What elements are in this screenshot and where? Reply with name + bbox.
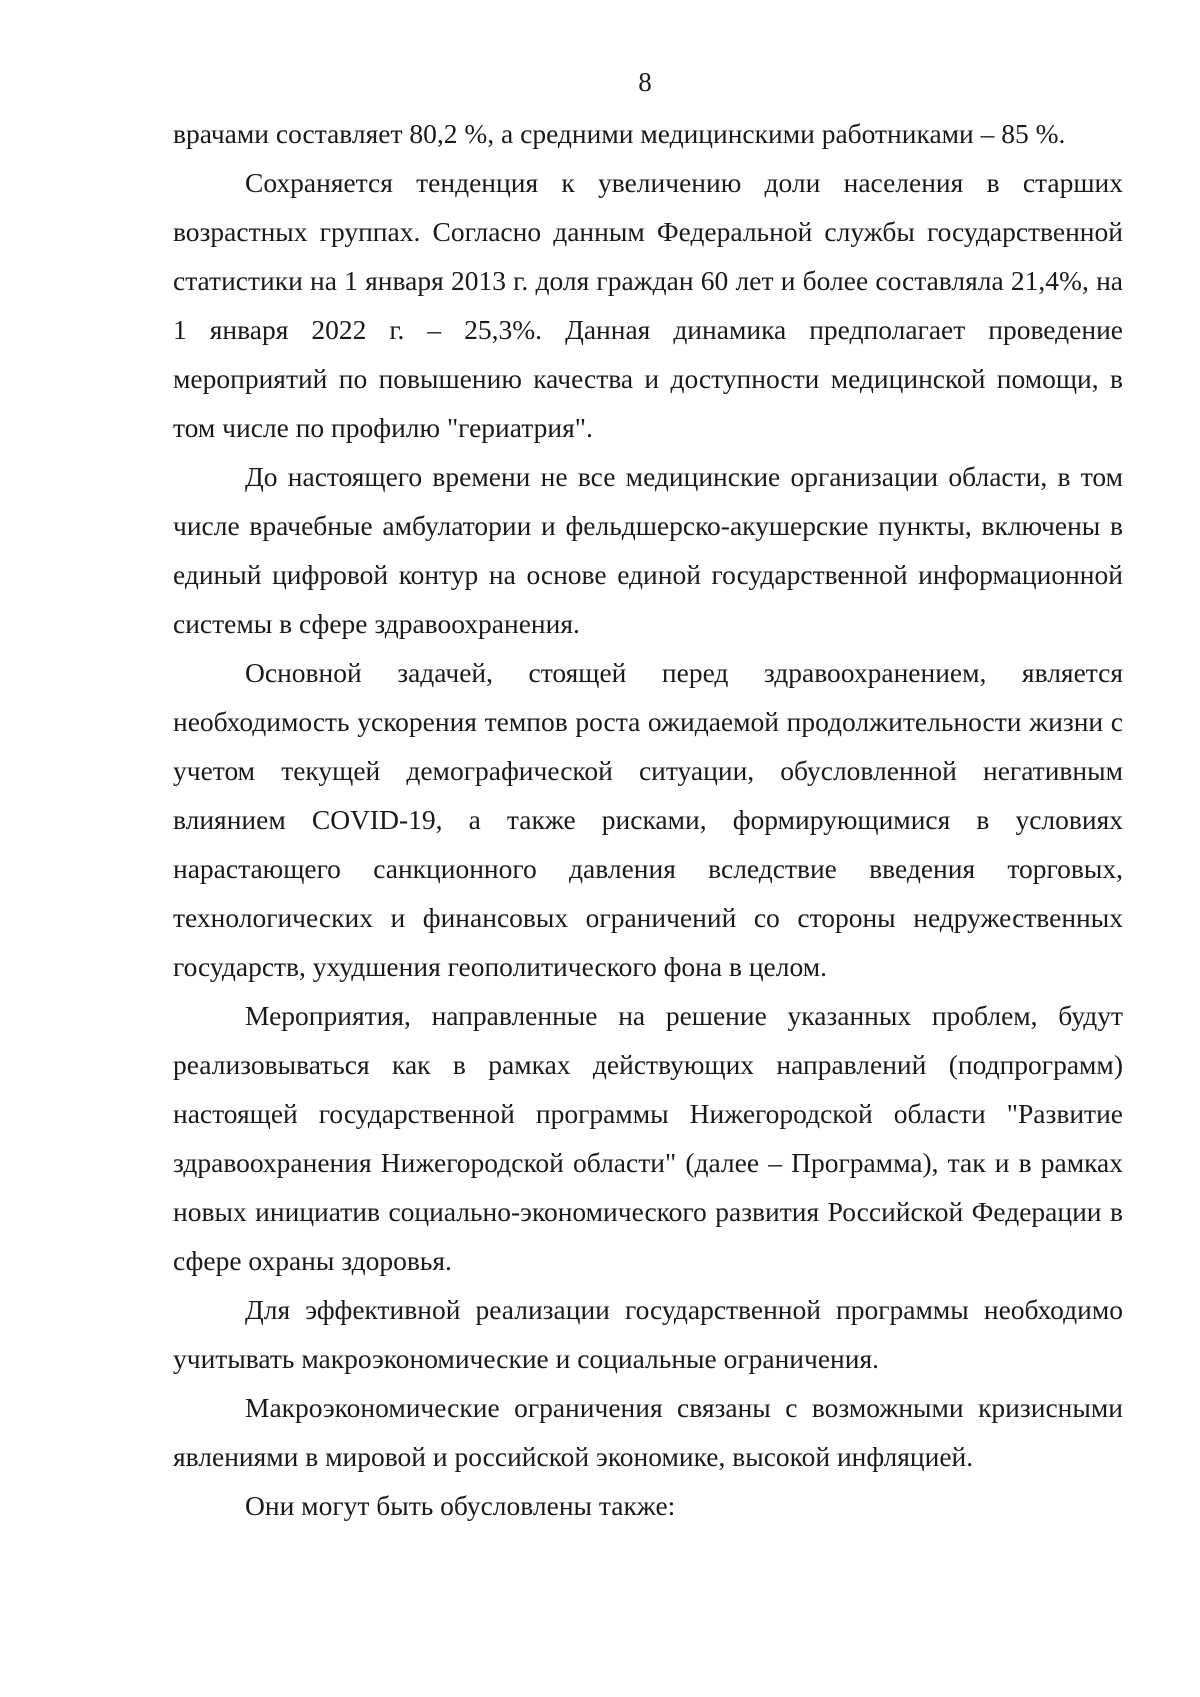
paragraph-macroeconomic: Макроэкономические ограничения связаны с возможными кризисными явлениями в мировой и российской экономике, высокой инфляцией. (173, 1392, 1123, 1472)
paragraph-aging-population: Сохраняется тенденция к увеличению доли населения в старших возрастных группах. Согласно данным Федеральной службы государственной статистики на 1 января 2013 г. доля граждан 60 лет и более составляла 21,4%, на 1 января 2022 г. – 25,3%. Данная динамика предполагает проведение мероприятий по повышению качества и доступности медицинской помощи, в том числе по профилю "гериатрия". (173, 167, 1123, 443)
paragraph-staffing-continuation: врачами составляет 80,2 %, а средними медицинскими работниками – 85 %. (173, 118, 1066, 149)
paragraph-causes-intro: Они могут быть обусловлены также: (245, 1490, 676, 1521)
paragraph-digital-contour: До настоящего времени не все медицинские организации области, в том числе врачебные амбулатории и фельдшерско-акушерские пункты, включены в единый цифровой контур на основе единой государственной информационной системы в сфере здравоохранения. (173, 461, 1123, 639)
paragraph-constraints: Для эффективной реализации государственной программы необходимо учитывать макроэкономические и социальные ограничения. (173, 1294, 1123, 1374)
paragraph-main-task: Основной задачей, стоящей перед здравоохранением, является необходимость ускорения темпов роста ожидаемой продолжительности жизни с учетом текущей демографической ситуации, обусловленной негативным влиянием COVID-19, а также рисками, формирующимися в условиях нарастающего санкционного давления вследствие введения торговых, технологических и финансовых ограничений со стороны недружественных государств, ухудшения геополитического фона в целом. (173, 657, 1123, 982)
page-number: 8 (638, 67, 652, 97)
paragraph-measures: Мероприятия, направленные на решение указанных проблем, будут реализовываться как в рамках действующих направлений (подпрограмм) настоящей государственной программы Нижегородской области "Развитие здравоохранения Нижегородской области" (далее – Программа), так и в рамках новых инициатив социально-экономического развития Российской Федерации в сфере охраны здоровья. (173, 1000, 1123, 1276)
document-body (173, 109, 1123, 1530)
